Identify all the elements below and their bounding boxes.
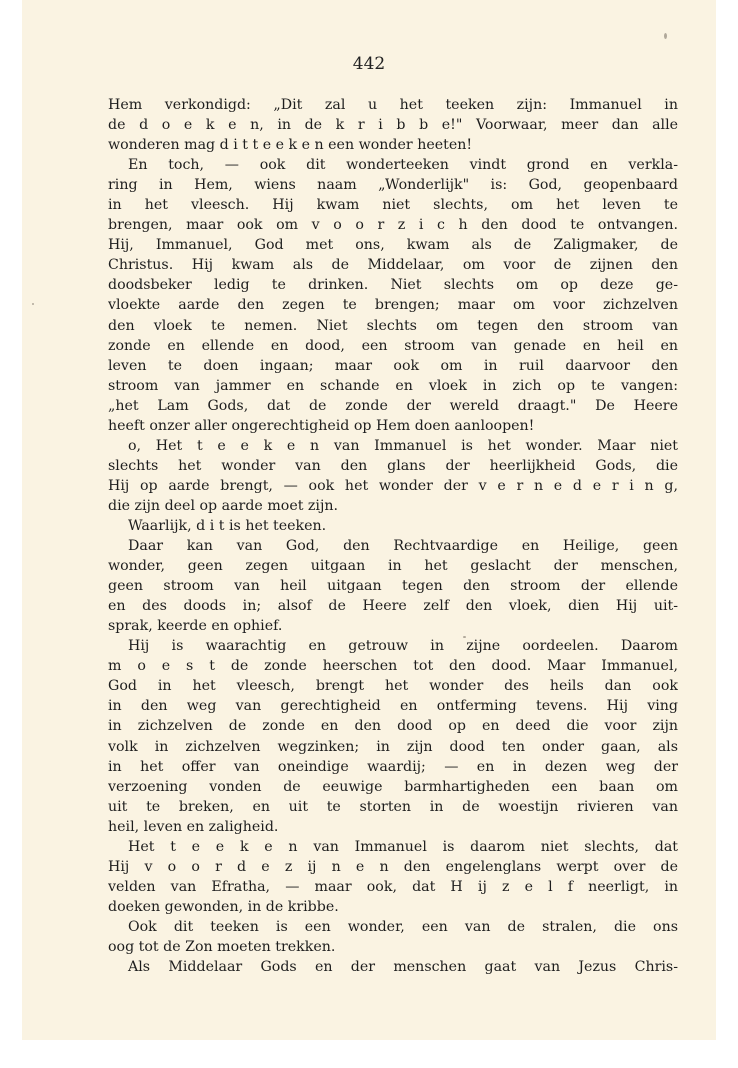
text-line: wonderen mag d i t t e e k e n een wonder heeten! [108, 137, 473, 154]
text-line: Hij is waarachtig en getrouw in zijne oordeelen. Daarom [128, 638, 678, 655]
text-line: Het t e e k e n van Immanuel is daarom niet slechts, dat [128, 838, 678, 855]
text-line: doodsbeker ledig te drinken. Niet slechts om op deze ge- [108, 277, 678, 294]
text-line: geen stroom van heil uitgaan tegen den stroom der ellende [108, 578, 678, 595]
text-line: wonder, geen zegen uitgaan in het geslacht der menschen, [108, 558, 678, 575]
text-line: „het Lam Gods, dat de zonde der wereld draagt." De Heere [108, 397, 678, 414]
body-text [108, 95, 678, 977]
text-line: ring in Hem, wiens naam „Wonderlijk" is: God, geopenbaard [108, 177, 678, 194]
text-line: brengen, maar ook om v o o r z i c h den dood te ontvangen. [108, 217, 678, 234]
text-line: Hij v o o r d e z ij n e n den engelenglans werpt over de [108, 858, 678, 875]
text-line: de d o e k e n, in de k r i b b e!" Voorwaar, meer dan alle [108, 117, 678, 134]
text-line: in den weg van gerechtigheid en ontferming tevens. Hij ving [108, 698, 678, 715]
text-line: heil, leven en zaligheid. [108, 818, 279, 835]
book-page [22, 0, 716, 1040]
text-line: Hij, Immanuel, God met ons, kwam als de Zaligmaker, de [108, 237, 678, 254]
paper-speck [664, 33, 667, 39]
paper-speck [32, 303, 34, 305]
text-line: m o e s t de zonde heerschen tot den dood. Maar Immanuel, [108, 658, 678, 675]
text-line: Hem verkondigd: „Dit zal u het teeken zijn: Immanuel in [108, 97, 678, 113]
text-line: in zichzelven de zonde en den dood op en deed die voor zijn [108, 718, 678, 735]
text-line: leven te doen ingaan; maar ook om in ruil daarvoor den [108, 357, 678, 374]
paper-speck [463, 636, 466, 638]
text-line: Christus. Hij kwam als de Middelaar, om voor de zijnen den [108, 257, 678, 274]
text-line: in het vleesch. Hij kwam niet slechts, om het leven te [108, 197, 678, 214]
text-line: verzoening vonden de eeuwige barmhartigheden een baan om [108, 778, 678, 795]
text-line: Ook dit teeken is een wonder, een van de stralen, die ons [128, 918, 678, 935]
text-line: zonde en ellende en dood, een stroom van genade en heil en [108, 337, 678, 354]
text-line: o, Het t e e k e n van Immanuel is het wonder. Maar niet [128, 437, 678, 454]
text-line: Hij op aarde brengt, — ook het wonder der v e r n e d e r i n g, [108, 477, 678, 494]
text-line: doeken gewonden, in de kribbe. [108, 898, 339, 915]
text-line: sprak, keerde en ophief. [108, 618, 283, 635]
text-line: velden van Efratha, — maar ook, dat H ij z e l f neerligt, in [108, 878, 678, 895]
text-line: die zijn deel op aarde moet zijn. [108, 497, 338, 514]
page-number: 442 [352, 54, 386, 74]
text-line: Als Middelaar Gods en der menschen gaat van Jezus Chris- [128, 959, 678, 976]
text-line: en des doods in; alsof de Heere zelf den vloek, dien Hij uit- [108, 598, 678, 615]
text-line: vloekte aarde den zegen te brengen; maar om voor zichzelven [108, 297, 678, 314]
text-line: oog tot de Zon moeten trekken. [108, 938, 336, 955]
text-line: En toch, — ook dit wonderteeken vindt grond en verkla- [128, 157, 678, 174]
text-line: Waarlijk, d i t is het teeken. [128, 517, 327, 534]
text-line: uit te breken, en uit te storten in de woestijn rivieren van [108, 798, 678, 815]
text-line: God in het vleesch, brengt het wonder des heils dan ook [108, 678, 678, 695]
text-line: stroom van jammer en schande en vloek in zich op te vangen: [108, 377, 678, 394]
text-line: slechts het wonder van den glans der heerlijkheid Gods, die [108, 457, 678, 474]
text-line: heeft onzer aller ongerechtigheid op Hem doen aanloopen! [108, 417, 535, 434]
text-line: in het offer van oneindige waardij; — en in dezen weg der [108, 758, 678, 775]
text-line: den vloek te nemen. Niet slechts om tegen den stroom van [108, 317, 678, 334]
text-line: volk in zichzelven wegzinken; in zijn dood ten onder gaan, als [108, 738, 678, 755]
text-line: Daar kan van God, den Rechtvaardige en Heilige, geen [128, 538, 678, 555]
